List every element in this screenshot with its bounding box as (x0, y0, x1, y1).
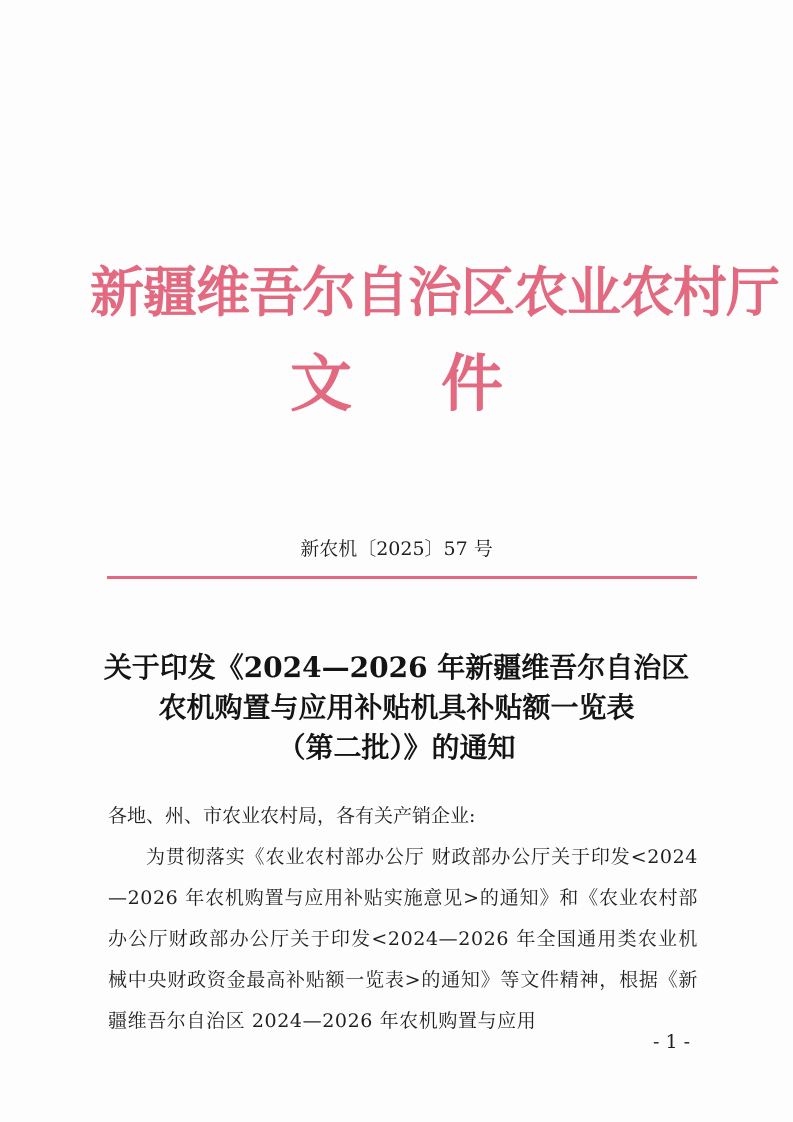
salutation: 各地、州、市农业农村局，各有关产销企业: (108, 805, 476, 827)
notice-title-line: （第二批）》的通知 (277, 731, 516, 764)
red-separator-line (107, 576, 697, 579)
notice-title (90, 648, 703, 768)
notice-body (108, 796, 698, 1042)
body-paragraph: 为贯彻落实《农业农村部办公厅 财政部办公厅关于印发<2024—2026 年农机购置与应用补贴实施意见>的通知》和《农业农村部办公厅财政部办公厅关于印发<2024—2026 年全国通用类农业机械中央财政资金最高补贴额一览表>的通知》等文件精神，根据《新疆维吾尔自治区 2024—2026 年农机购置与应用 (108, 846, 698, 1032)
page-number: - 1 - (652, 1031, 690, 1053)
document-type-heading (290, 345, 503, 423)
document-type-char: 件 (440, 347, 503, 420)
notice-title-line: 关于印发《2024—2026 年新疆维吾尔自治区 (103, 651, 690, 684)
issuing-organization-name: 新疆维吾尔自治区农业农村厅 (90, 260, 779, 324)
notice-title-line: 农机购置与应用补贴机具补贴额一览表 (158, 691, 635, 724)
document-number: 新农机〔2025〕57 号 (300, 538, 493, 560)
document-type-char: 文 (290, 347, 353, 420)
